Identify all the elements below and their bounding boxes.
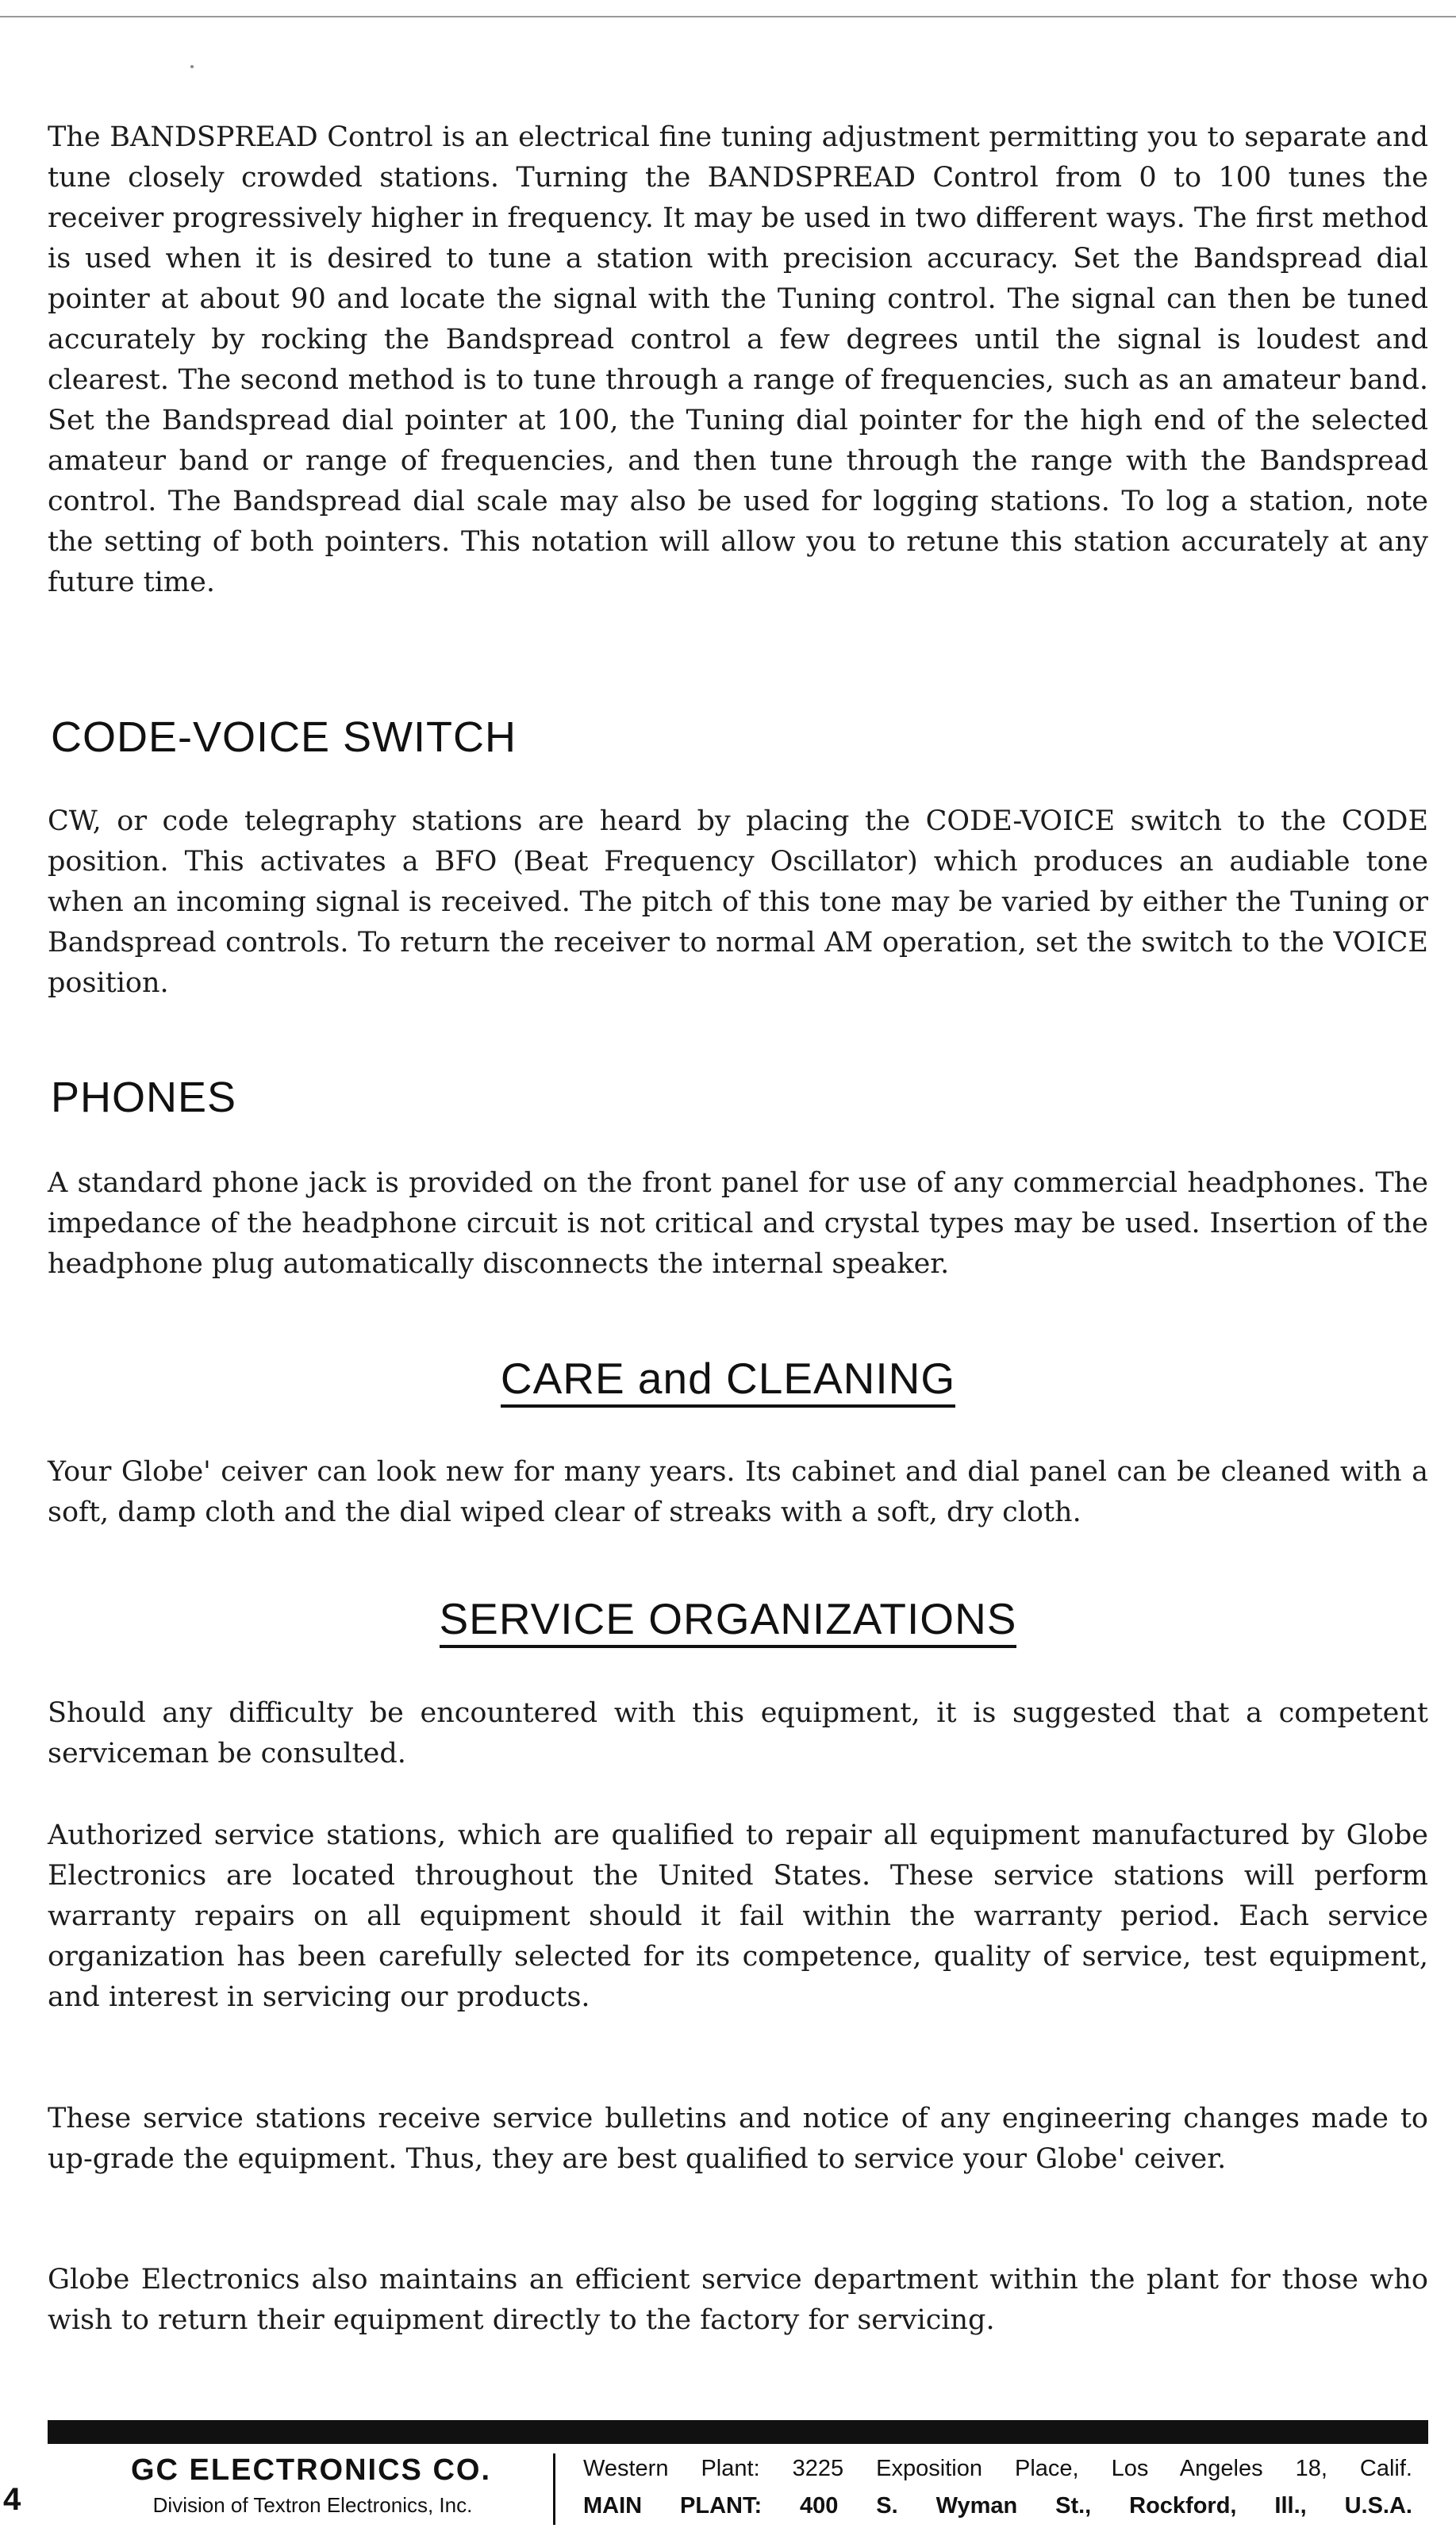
service-paragraph-4: Globe Electronics also maintains an efficient service department within the plant for those who wish to return their equipment directly to the factory for servicing. — [48, 2264, 1428, 2336]
western-plant-address: Western Plant: 3225 Exposition Place, Los Angeles 18, Calif. — [583, 2456, 1412, 2481]
care-paragraph: Your Globe' ceiver can look new for many years. Its cabinet and dial panel can be cleaned with a soft, damp cloth and the dial wiped clear of streaks with a soft, dry cloth. — [48, 1456, 1428, 1528]
service-heading — [0, 1593, 1456, 1644]
page-number: 4 — [3, 2482, 21, 2517]
care-heading-text: CARE and CLEANING — [501, 1354, 955, 1408]
service-paragraph-2: Authorized service stations, which are qualified to repair all equipment manufactured by Globe Electronics are located throughout the United States. These service stations will perform warranty repairs on all equipment should it fail within the warranty period. Each service organization has been carefully selected for its competence, quality of service, test equipment, and interest in servicing our products. — [48, 1819, 1428, 2013]
care-heading — [0, 1353, 1456, 1404]
top-rule — [0, 16, 1456, 17]
company-name: GC ELECTRONICS CO. — [130, 2453, 492, 2487]
code-voice-heading: CODE-VOICE SWITCH — [51, 713, 517, 761]
code-voice-paragraph: CW, or code telegraphy stations are heard by placing the CODE-VOICE switch to the CODE position. This activates a BFO (Beat Frequency Oscillator) which produces an audiable tone when an incoming signal is received. The pitch of this tone may be varied by either the Tuning or Bandspread controls. To return the receiver to normal AM operation, set the switch to the VOICE position. — [48, 805, 1428, 999]
service-paragraph-1: Should any difficulty be encountered with this equipment, it is suggested that a competent serviceman be consulted. — [48, 1697, 1428, 1769]
service-heading-text: SERVICE ORGANIZATIONS — [440, 1594, 1017, 1648]
footer-divider — [553, 2453, 555, 2525]
footer-bar — [48, 2420, 1428, 2444]
company-division: Division of Textron Electronics, Inc. — [152, 2493, 473, 2517]
phones-heading: PHONES — [51, 1074, 237, 1121]
phones-paragraph: A standard phone jack is provided on the front panel for use of any commercial headphones. The impedance of the headphone circuit is not critical and crystal types may be used. Insertion of the headphone plug automatically disconnects the internal speaker. — [48, 1167, 1428, 1280]
bandspread-paragraph: The BANDSPREAD Control is an electrical fine tuning adjustment permitting you to separate and tune closely crowded stations. Turning the BANDSPREAD Control from 0 to 100 tunes the receiver progressively higher in frequency. It may be used in two different ways. The first method is used when it is desired to tune a station with precision accuracy. Set the Bandspread dial pointer at about 90 and locate the signal with the Tuning control. The signal can then be tuned accurately by rocking the Bandspread control a few degrees until the signal is loudest and clearest. The second method is to tune through a range of frequencies, such as an amateur band. Set the Bandspread dial pointer at 100, the Tuning dial pointer for the high end of the selected amateur band or range of frequencies, and then tune through the range with the Bandspread control. The Bandspread dial scale may also be used for logging stations. To log a station, note the setting of both pointers. This notation will allow you to retune this station accurately at any future time. — [48, 121, 1428, 598]
main-plant-address: MAIN PLANT: 400 S. Wyman St., Rockford, Ill., U.S.A. — [583, 2493, 1412, 2519]
scan-speck — [190, 65, 194, 68]
service-paragraph-3: These service stations receive service bulletins and notice of any engineering changes made to up-grade the equipment. Thus, they are best qualified to service your Globe' ceiver. — [48, 2103, 1428, 2175]
